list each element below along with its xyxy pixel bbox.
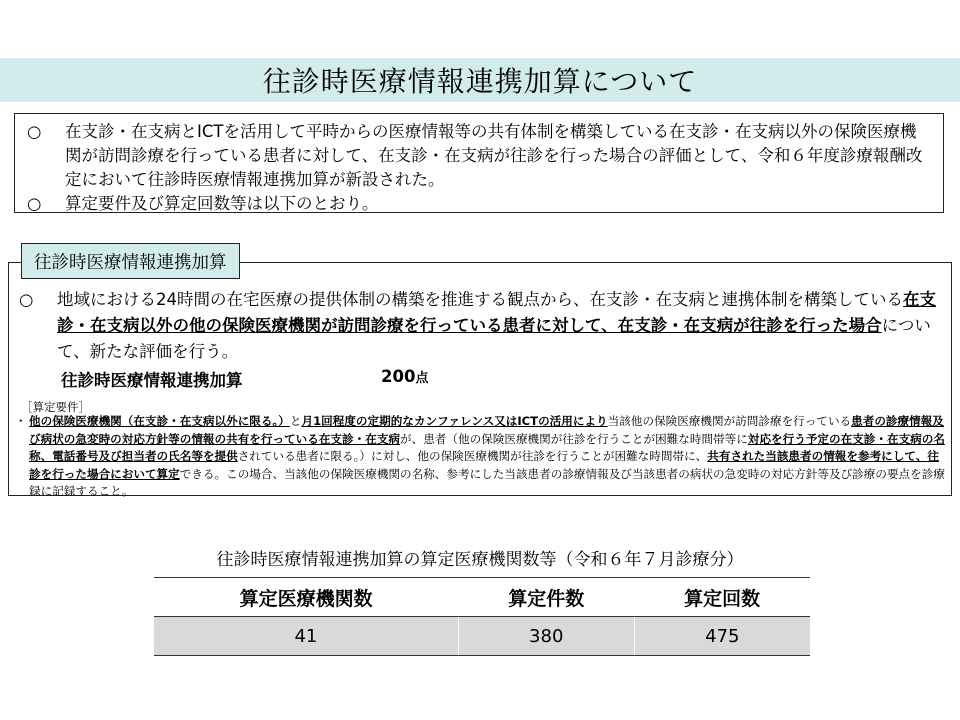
dot-bullet-icon: ・ [15,414,27,428]
req-emphasis-3: 月1回程度の定期的なカンファレンス又はICTの活用により [301,414,608,428]
header-institutions: 算定医療機関数 [154,578,458,617]
req-text-2: と [289,414,302,428]
circle-bullet-icon: ○ [27,122,42,141]
addition-detail-box [8,252,952,498]
requirements-label: ［算定要件］ [21,400,90,414]
stats-table [154,577,810,656]
description-emphasis: 在支診・在支病以外の他の保険医療機関が訪問診療を行っている患者に対して、在支診・在支病が往診を行った場合 [57,290,936,335]
req-text-6: が、患者（他の保険医療機関が往診を行うことが困難な時間帯等に [400,431,748,446]
value-times: 475 [634,617,810,656]
req-text-4: 当該他の保険医療機関が訪問診療を行っている [607,414,852,428]
table-row [154,617,810,656]
value-institutions: 41 [154,617,458,656]
req-emphasis-1: 他の保険医療機関（在支診・在支病以外に限る。） [29,414,290,428]
points-unit: 点 [415,371,429,386]
circle-bullet-icon: ○ [19,290,34,309]
req-text-8: されている患者に限る。）に対し、他の保険医療機関が往診を行うことが困難な時間帯に、 [237,449,708,463]
circle-bullet-icon: ○ [27,194,42,213]
points-name: 往診時医療情報連携加算 [61,371,243,390]
intro-bullet-2-text: 算定要件及び算定回数等は以下のとおり。 [65,194,379,213]
req-text-10: できる。この場合、当該他の保険医療機関の名称、参考にした当該患者の診療情報及び当該患者の病状の急変時の対応方針等及び診療の要点を診療録に記録すること。 [29,466,945,498]
intro-bullet-2 [27,192,931,216]
addition-description [19,287,939,365]
requirements-text [15,413,945,501]
page-title: 往診時医療情報連携加算について [262,65,698,98]
title-banner [0,58,960,102]
description-part-a: 地域における24時間の在宅医療の提供体制の構築を推進する観点から、在支診・在支病と連携体制を構築している [57,290,903,309]
req-emphasis-5: 患者の診療情報及び病状の急変時の対応方針等の情報の共有を行っている在支診・在支病 [29,414,944,446]
intro-bullet-1-text: 在支診・在支病とICTを活用して平時からの医療情報等の共有体制を構築している在支診・在支病以外の保険医療機関が訪問診療を行っている患者に対して、在支診・在支病が往診を行った場合の評価として、令和６年度診療報酬改定において往診時医療情報連携加算が新設された。 [65,122,923,189]
req-emphasis-7: 対応を行う予定の在支診・在支病の名称、電話番号及び担当者の氏名等を提供 [29,431,945,463]
table-header-row [154,578,810,617]
intro-bullet-1 [27,120,931,192]
value-cases: 380 [458,617,634,656]
header-times: 算定回数 [634,578,810,617]
req-emphasis-9: 共有された当該患者の情報を参考にして、往診を行った場合において算定 [29,449,939,481]
description-part-c: について、新たな評価を行う。 [57,316,931,361]
points-value: 200 [381,367,416,386]
header-cases: 算定件数 [458,578,634,617]
addition-tag: 往診時医療情報連携加算 [21,243,240,279]
intro-box [14,113,944,213]
table-caption: 往診時医療情報連携加算の算定医療機関数等（令和６年７月診療分） [216,550,744,570]
points-row [61,367,428,391]
